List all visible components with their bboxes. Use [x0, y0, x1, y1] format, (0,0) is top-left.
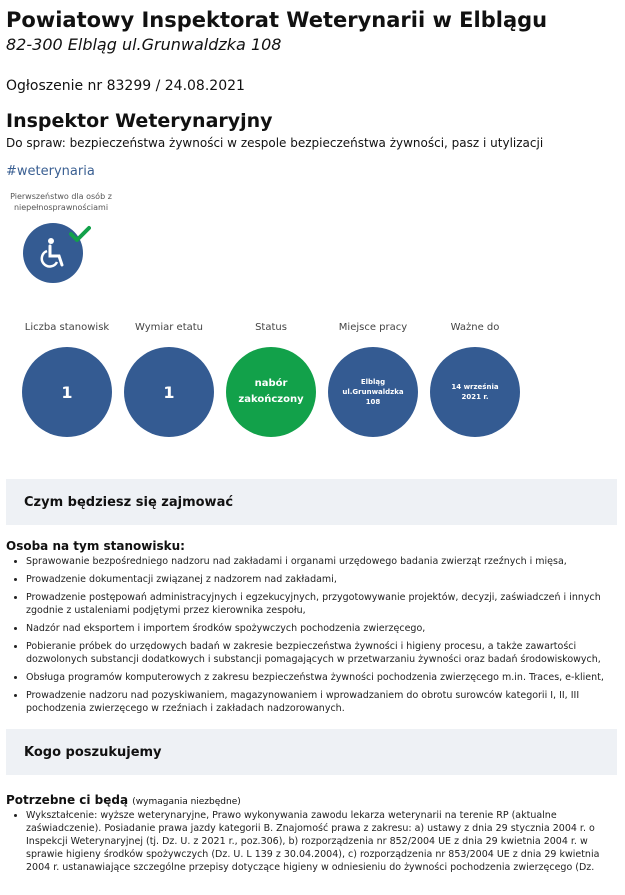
stat-value-line2: zakończony: [238, 394, 304, 405]
stat-value-line1: 14 września: [451, 383, 499, 391]
duties-list: [6, 555, 617, 715]
stat-positions: [16, 321, 118, 437]
priority-icon-wrap: [23, 223, 83, 283]
position-title: Inspektor Weterynaryjny: [6, 110, 273, 132]
duties-heading: Czym będziesz się zajmować: [6, 479, 617, 525]
tag-link[interactable]: #weterynaria: [6, 164, 95, 179]
stat-value: 1: [124, 347, 214, 437]
stat-value-line2: ul.Grunwaldzka 108: [342, 388, 404, 406]
status-badge: [226, 347, 316, 437]
list-item: • Sprawowanie bezpośredniego nadzoru nad zakładami i organami urzędowego badania zwierząt rzeźnych i mięsa,: [26, 555, 617, 568]
stat-value-line1: nabór: [254, 378, 288, 389]
priority-label: Pierwszeństwo dla osób z niepełnosprawnościami: [10, 192, 112, 212]
notice-number: Ogłoszenie nr 83299 / 24.08.2021: [6, 78, 245, 94]
requirements-subheading-text: Potrzebne ci będą: [6, 793, 129, 807]
list-item: • Prowadzenie dokumentacji związanej z nadzorem nad zakładami,: [26, 573, 617, 586]
stat-value-line2: 2021 r.: [461, 393, 489, 401]
stat-value-line1: Elbląg: [360, 378, 386, 386]
list-item: • Obsługa programów komputerowych z zakresu bezpieczeństwa żywności pochodzenia zwierzęcego m.in. Traces, e-klient,: [26, 671, 617, 684]
organization-name: Powiatowy Inspektorat Weterynarii w Elblągu: [6, 8, 548, 32]
stat-work-time: [118, 321, 220, 437]
stat-label: Wymiar etatu: [134, 322, 204, 333]
stat-value: 1: [22, 347, 112, 437]
organization-address: 82-300 Elbląg ul.Grunwaldzka 108: [6, 35, 282, 54]
stat-status: [220, 321, 322, 437]
requirements-note: (wymagania niezbędne): [132, 797, 241, 807]
stat-valid-until: [424, 321, 526, 437]
stat-workplace: [322, 321, 424, 437]
requirements-heading: Kogo poszukujemy: [6, 729, 617, 775]
stat-label: Liczba stanowisk: [24, 322, 110, 333]
stat-label: Status: [255, 322, 287, 333]
requirements-subheading: [6, 793, 617, 807]
list-item: • Wykształcenie: wyższe weterynaryjne, Prawo wykonywania zawodu lekarza weterynarii na terenie RP (aktualne zaświadczenie). Posiadanie prawa jazdy kategorii B. Znajomość prawa z zakresu: a) ustawy z dnia 29 stycznia 2004 r. o Inspekcji Weterynaryjnej (tj. Dz. U. z 2021 r., poz.306), b) rozporządzenia nr 852/2004 UE z dnia 29 kwietnia 2004 r. w sprawie higieny środków spożywczych (Dz. U. L 139 z 30.04.2004), c) rozporządzenia nr 853/2004 UE z dnia 29 kwietnia 2004 r. ustanawiające szczególne przepisy dotyczące higieny w odniesieniu do żywności pochodzenia zwierzęcego (Dz.: [26, 809, 617, 874]
department: Do spraw: bezpieczeństwa żywności w zespole bezpieczeństwa żywności, pasz i utylizacji: [6, 136, 544, 150]
stats-row: [16, 321, 617, 437]
list-item: • Pobieranie próbek do urzędowych badań w zakresie bezpieczeństwa żywności i higieny procesu, a także zawartości dozwolonych substancji dodatkowych i substancji pomagających w przetwarzaniu żywności oraz badań środowiskowych,: [26, 640, 617, 666]
priority-block: [6, 191, 116, 283]
list-item: • Prowadzenie postępowań administracyjnych i egzekucyjnych, przygotowywanie projektów, decyzji, zaświadczeń i innych zgodnie z ustaleniami podjętymi przez kierownika zespołu,: [26, 591, 617, 617]
list-item: • Nadzór nad eksportem i importem środków spożywczych pochodzenia zwierzęcego,: [26, 622, 617, 635]
requirements-list: [6, 809, 617, 874]
stat-label: Miejsce pracy: [338, 322, 408, 333]
stat-value: [430, 347, 520, 437]
stat-label: Ważne do: [450, 322, 500, 333]
check-icon: [69, 225, 91, 243]
stat-value: [328, 347, 418, 437]
duties-subheading: Osoba na tym stanowisku:: [6, 539, 185, 553]
list-item: • Prowadzenie nadzoru nad pozyskiwaniem, magazynowaniem i wprowadzaniem do obrotu surowców kategorii I, II, III pochodzenia zwierzęcego w rzeźniach i zakładach nadzorowanych.: [26, 689, 617, 715]
